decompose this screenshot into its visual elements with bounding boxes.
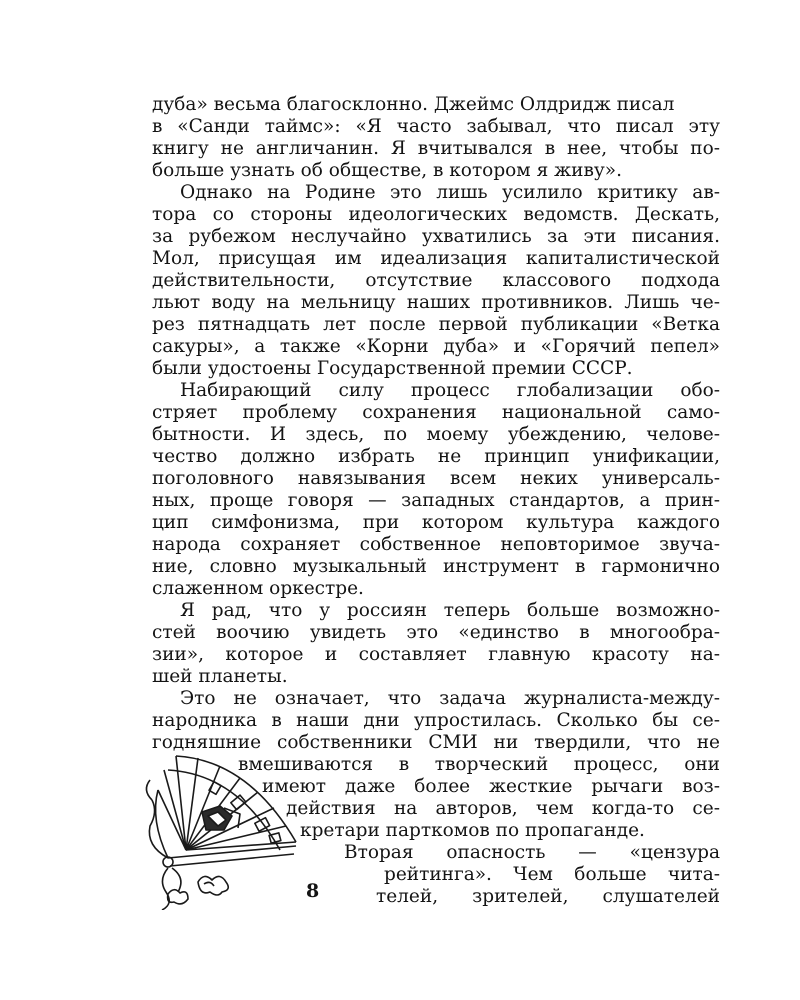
text-line: ние, словно музыкальный инструмент в гармонично [152,556,720,577]
text-line: книгу не англичанин. Я вчитывался в нее, чтобы по- [152,138,720,159]
text-line: телей, зрителей, слушателей [376,886,720,907]
page-number: 8 [306,880,320,902]
text-line: цип симфонизма, при котором культура каждого [152,512,720,533]
text-line: рейтинга». Чем больше чита- [384,864,720,885]
text-line: стей воочию увидеть это «единство в многообра- [152,622,720,643]
text-line: Вторая опасность — «цензура [344,842,720,863]
text-line: дуба» весьма благосклонно. Джеймс Олдридж писал [152,94,675,115]
text-line: льют воду на мельницу наших противников. Лишь че- [152,292,720,313]
text-line: действительности, отсутствие классового подхода [152,270,720,291]
text-line: кретари парткомов по пропаганде. [300,820,645,841]
text-line: действия на авторов, чем когда-то се- [286,798,720,819]
text-line: имеют даже более жесткие рычаги воз- [262,776,720,797]
text-line: ных, проще говоря — западных стандартов, а прин- [152,490,720,511]
text-line: за рубежом неслучайно ухватились за эти писания. [152,226,720,247]
text-line: в «Санди таймс»: «Я часто забывал, что писал эту [152,116,720,137]
text-line: годняшние собственники СМИ ни твердили, что не [152,732,720,753]
text-line: вмешиваются в творческий процесс, они [238,754,720,775]
text-line: бытности. И здесь, по моему убеждению, челове- [152,424,720,445]
text-line: Я рад, что у россиян теперь больше возможно- [180,600,720,621]
text-line: Это не означает, что задача журналиста-между- [180,688,720,709]
text-line: рез пятнадцать лет после первой публикации «Ветка [152,314,720,335]
text-line: народа сохраняет собственное неповторимое звуча- [152,534,720,555]
text-line: больше узнать об обществе, в котором я живу». [152,160,622,181]
text-line: шей планеты. [152,666,288,687]
text-line: тора со стороны идеологических ведомств. Дескать, [152,204,720,225]
text-line: стряет проблему сохранения национальной само- [152,402,720,423]
text-line: слаженном оркестре. [152,578,364,599]
text-line: Однако на Родине это лишь усилило критику ав- [180,182,720,203]
text-line: Мол, присущая им идеализация капиталистической [152,248,720,269]
text-line: были удостоены Государственной премии СССР. [152,358,633,379]
text-line: сакуры», а также «Корни дуба» и «Горячий пепел» [152,336,720,357]
text-line: Набирающий силу процесс глобализации обо- [180,380,720,401]
text-line: поголовного навязывания всем неких универсаль- [152,468,720,489]
text-line: чество должно избрать не принцип унификации, [152,446,720,467]
text-line: зии», которое и составляет главную красоту на- [152,644,720,665]
text-line: народника в наши дни упростилась. Сколько бы се- [152,710,720,731]
